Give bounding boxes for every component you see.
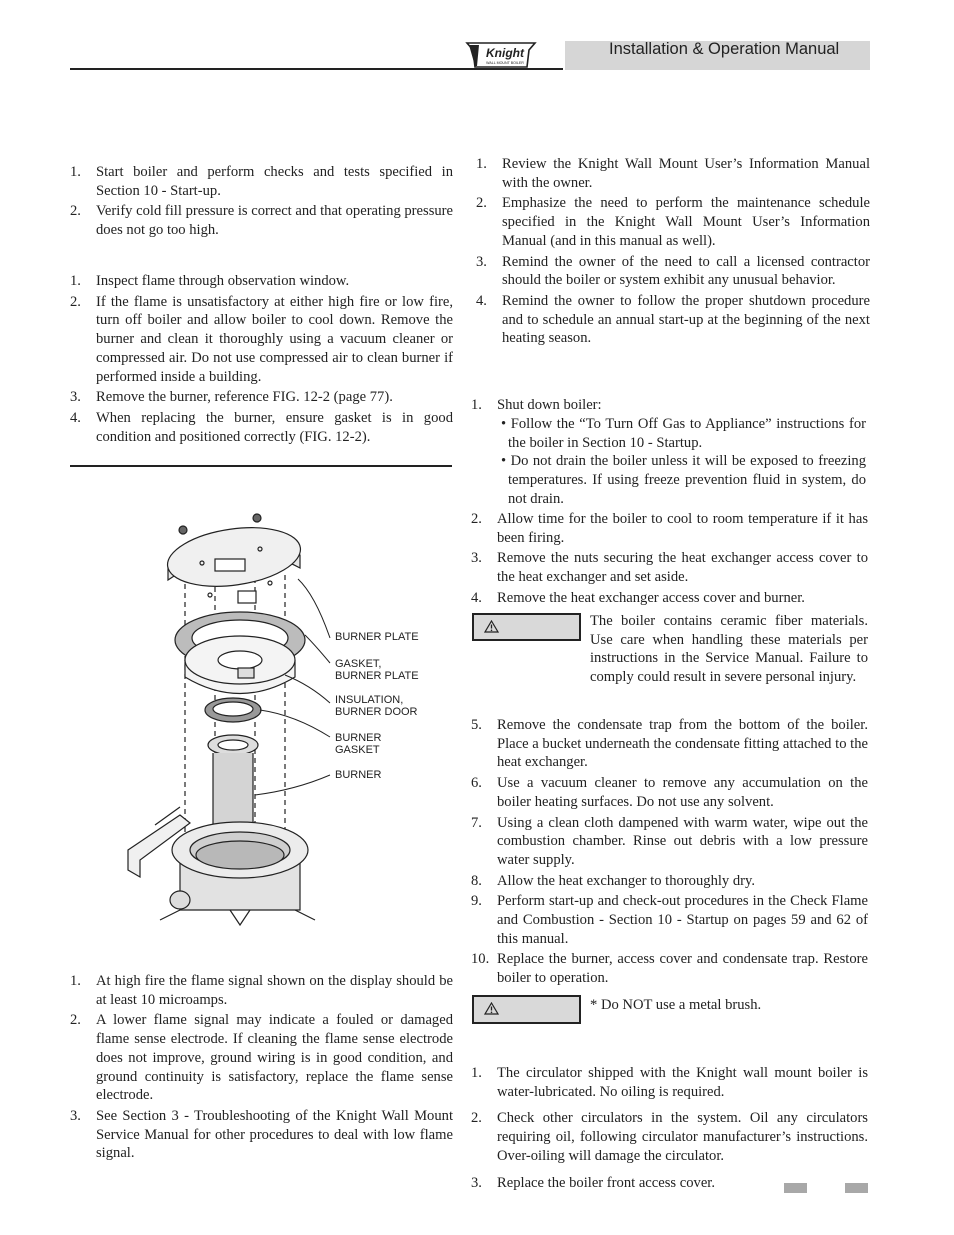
list-item-number: 3. xyxy=(70,1107,81,1124)
list-item-number: 1. xyxy=(70,164,81,180)
logo-text: Knight xyxy=(486,46,524,60)
right-clean-list-a xyxy=(471,510,868,610)
callout-burner: BURNER xyxy=(335,769,382,781)
callout-burner-plate: BURNER PLATE xyxy=(335,631,419,643)
list-item-text: At high fire the flame signal shown on the display should be at least 10 microamps. xyxy=(96,973,453,1008)
header-title: Installation & Operation Manual xyxy=(609,40,840,58)
list-item xyxy=(476,292,870,348)
list-item-number: 2. xyxy=(471,1110,482,1127)
list-item xyxy=(70,202,453,239)
list-item-text: Using a clean cloth dampened with warm water, wipe out the combustion chamber. Rinse out debris with a low pressure water supply. xyxy=(497,814,868,868)
list-item-text: See Section 3 - Troubleshooting of the Knight Wall Mount Service Manual for other procedures to deal with low flame signal. xyxy=(96,1107,453,1162)
list-item-number: 2. xyxy=(70,1012,81,1029)
bullet-do-not-drain: • Do not drain the boiler unless it will be exposed to freezing temperatures. If using freeze prevention fluid in system, do not drain. xyxy=(501,453,866,507)
list-item-text: Allow time for the boiler to cool to room temperature if it has been firing. xyxy=(497,511,868,546)
list-item-text: A lower flame signal may indicate a fouled or damaged flame sense electrode. If cleaning the flame sense electrode does not improve, ground wiring is in good condition, and ground continuity is satisfactory, replace the flame sense electrode. xyxy=(96,1012,453,1104)
right-clean-list-b xyxy=(471,716,868,990)
list-item xyxy=(471,549,868,586)
right-owner-list xyxy=(476,155,870,350)
list-item-number: 1. xyxy=(70,973,81,989)
list-item-number: 2. xyxy=(471,511,482,527)
list-item-number: 3. xyxy=(70,389,81,406)
list-item-text: The circulator shipped with the Knight wall mount boiler is water-lubricated. No oiling is required. xyxy=(497,1065,868,1100)
list-item xyxy=(476,155,870,192)
right-clean-intro xyxy=(471,396,868,417)
list-item xyxy=(471,814,868,870)
list-item-text: Inspect flame through observation window. xyxy=(96,273,350,289)
list-item-number: 6. xyxy=(471,775,482,792)
list-item-text: Shut down boiler: xyxy=(497,397,602,413)
list-item-number: 9. xyxy=(471,893,482,910)
warning-triangle-icon xyxy=(484,1002,499,1015)
list-item-text: When replacing the burner, ensure gasket is in good condition and positioned correctly (FIG. 12-2). xyxy=(96,409,453,445)
list-item-text: Emphasize the need to perform the maintenance schedule specified in the Knight Wall Mount User’s Information Manual (and in this manual as well). xyxy=(502,195,870,249)
list-item-number: 1. xyxy=(70,273,81,289)
list-item xyxy=(476,253,870,290)
list-item xyxy=(471,892,868,948)
bullet-turn-off-gas: • Follow the “To Turn Off Gas to Appliance” instructions for the boiler in Section 10 - Startup. xyxy=(501,416,866,451)
list-item xyxy=(70,1011,453,1105)
list-item xyxy=(471,1174,868,1193)
list-item-text: Remind the owner to follow the proper shutdown procedure and to schedule an annual start-up at the beginning of the next heating season. xyxy=(502,292,870,347)
list-item xyxy=(471,716,868,772)
list-item-text: Replace the boiler front access cover. xyxy=(497,1174,715,1191)
list-item-number: 2. xyxy=(70,293,81,310)
knight-logo xyxy=(465,40,537,70)
list-item xyxy=(70,972,453,1009)
logo-subtext: WALL MOUNT BOILER xyxy=(486,61,524,65)
callout-gasket-burner-plate: GASKET, BURNER PLATE xyxy=(335,658,419,682)
list-item-text: Remove the nuts securing the heat exchanger access cover to the heat exchanger and set aside. xyxy=(497,550,868,586)
list-item-number: 3. xyxy=(476,253,487,270)
warning-box-2 xyxy=(472,995,581,1024)
section-rule xyxy=(70,465,452,467)
list-item-number: 1. xyxy=(476,156,487,172)
page-tab-left xyxy=(784,1183,807,1193)
page-tab-right xyxy=(845,1183,868,1193)
right-clean-bullets xyxy=(497,415,866,509)
list-item xyxy=(471,774,868,811)
list-item xyxy=(70,272,453,291)
list-item-number: 1. xyxy=(471,1065,482,1081)
list-item-text: Check other circulators in the system. Oil any circulators requiring oil, following circulator manufacturer’s instructions. Over-oiling will damage the circulator. xyxy=(497,1110,868,1164)
list-item-number: 4. xyxy=(471,589,482,606)
list-item-text: Start boiler and perform checks and tests specified in Section 10 - Start-up. xyxy=(96,164,453,199)
list-item-number: 4. xyxy=(70,409,81,426)
warning-2-text: * Do NOT use a metal brush. xyxy=(590,997,762,1013)
list-item-number: 3. xyxy=(471,1174,482,1191)
left-top-list xyxy=(70,163,453,242)
list-item-number: 10. xyxy=(471,951,490,968)
list-item-text: Remind the owner of the need to call a licensed contractor should the boiler or system exhibit any unusual behavior. xyxy=(502,253,870,289)
list-item-text: Review the Knight Wall Mount User’s Information Manual with the owner. xyxy=(502,156,870,191)
list-item xyxy=(471,872,868,891)
list-item xyxy=(471,396,868,415)
list-item xyxy=(70,388,453,407)
list-item-text: Remove the burner, reference FIG. 12-2 (page 77). xyxy=(96,389,393,406)
list-item xyxy=(70,409,453,446)
left-signal-list xyxy=(70,972,453,1165)
list-item-number: 5. xyxy=(471,717,482,733)
list-item-text: Replace the burner, access cover and condensate trap. Restore boiler to operation. xyxy=(497,951,868,987)
callout-insulation-burner-door: INSULATION, BURNER DOOR xyxy=(335,694,418,718)
warning-triangle-icon xyxy=(484,620,499,633)
list-item xyxy=(70,163,453,200)
list-item-text: Allow the heat exchanger to thoroughly dry. xyxy=(497,872,756,889)
list-item-text: Remove the heat exchanger access cover and burner. xyxy=(497,589,805,606)
list-item-text: Perform start-up and check-out procedures in the Check Flame and Combustion - Section 10 - Startup on pages 59 and 62 of this manual. xyxy=(497,893,868,947)
list-item xyxy=(476,194,870,250)
list-item xyxy=(70,293,453,387)
callout-burner-gasket: BURNER GASKET xyxy=(335,732,382,756)
right-circ-list xyxy=(471,1064,868,1194)
list-item-number: 2. xyxy=(476,195,487,212)
list-item xyxy=(471,1064,868,1101)
list-item xyxy=(70,1107,453,1163)
list-item xyxy=(471,950,868,987)
list-item-number: 2. xyxy=(70,203,81,220)
burner-exploded-figure xyxy=(120,505,440,940)
list-item-number: 8. xyxy=(471,872,482,889)
list-item-number: 3. xyxy=(471,550,482,567)
list-item-number: 4. xyxy=(476,292,487,309)
list-item-number: 7. xyxy=(471,814,482,831)
list-item xyxy=(471,1109,868,1165)
list-item-text: Remove the condensate trap from the bottom of the boiler. Place a bucket underneath the condensate fitting attached to the heat exchanger. xyxy=(497,717,868,771)
list-item-text: Verify cold fill pressure is correct and that operating pressure does not go too high. xyxy=(96,203,454,239)
list-item xyxy=(471,510,868,547)
warning-1-text: The boiler contains ceramic fiber materials. Use care when handling these materials per instructions in the Service Manual. Failure to comply could result in severe personal injury. xyxy=(590,613,868,686)
list-item xyxy=(471,589,868,608)
list-item-text: If the flame is unsatisfactory at either high fire or low fire, turn off boiler and allow boiler to cool down. Remove the burner and clean it thoroughly using a vacuum cleaner or compressed air. Do not use compressed air to clean burner if performed inside a building. xyxy=(96,293,453,385)
left-flame-list xyxy=(70,272,453,448)
warning-box-1 xyxy=(472,613,581,641)
list-item-text: Use a vacuum cleaner to remove any accumulation on the boiler heating surfaces. Do not use any solvent. xyxy=(497,775,868,810)
list-item-number: 1. xyxy=(471,397,482,413)
